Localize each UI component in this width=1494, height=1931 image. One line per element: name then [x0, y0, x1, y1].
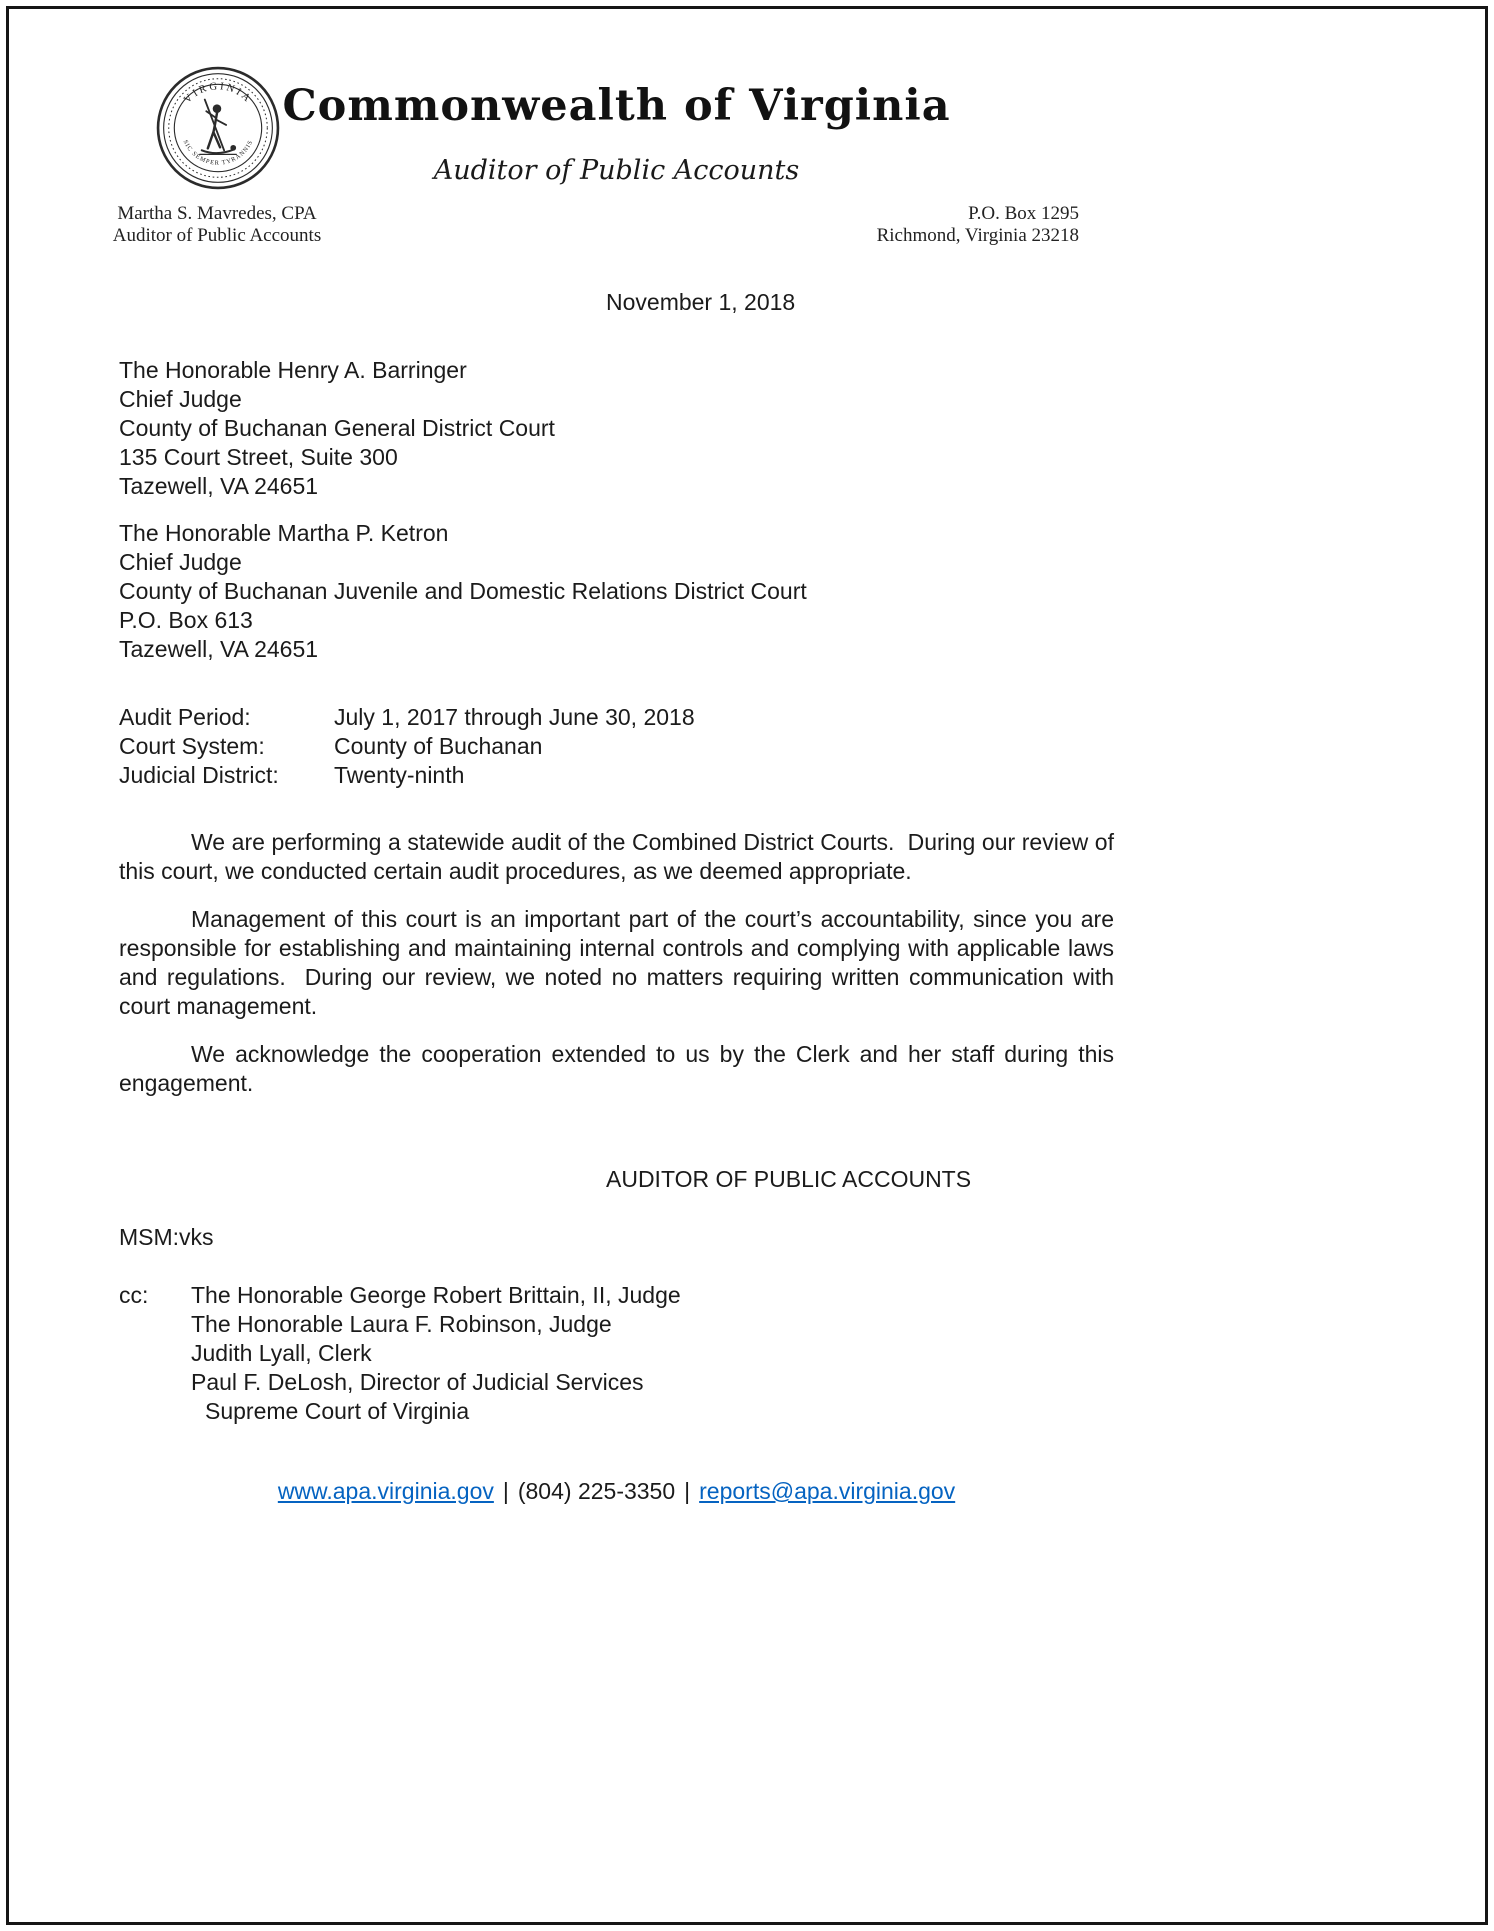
paragraph: Management of this court is an important part of the court’s accountability, since you are responsible for establishing and maintaining internal controls and complying with applicable laws and regulations. During our review, we noted no matters requiring written communication with court management. — [119, 906, 1121, 1019]
seal-top-text: VIRGINIA — [182, 81, 254, 106]
cc-label: cc: — [119, 1282, 149, 1308]
auditor-name: Martha S. Mavredes, CPA — [117, 203, 317, 224]
signature-org: AUDITOR OF PUBLIC ACCOUNTS — [606, 1166, 972, 1192]
cc-block — [119, 1281, 1114, 1426]
recipient-line: Chief Judge — [119, 386, 242, 412]
recipient-line: The Honorable Henry A. Barringer — [119, 357, 467, 383]
recipient-line: Tazewell, VA 24651 — [119, 636, 319, 662]
separator: | — [684, 1478, 691, 1504]
cc-sub-line: Supreme Court of Virginia — [205, 1398, 470, 1424]
recipient-line: The Honorable Martha P. Ketron — [119, 520, 449, 546]
reference-initials: MSM:vks — [119, 1224, 214, 1250]
recipient-line: County of Buchanan General District Court — [119, 415, 555, 441]
separator: | — [502, 1478, 509, 1504]
paragraph: We are performing a statewide audit of the Combined District Courts. During our review of this court, we conducted certain audit procedures, as we deemed appropriate. — [119, 829, 1121, 884]
office-po-box: P.O. Box 1295 — [968, 203, 1079, 224]
recipient-block-1 — [119, 356, 1114, 501]
detail-label: Audit Period: — [119, 704, 251, 730]
paragraph: We acknowledge the cooperation extended to us by the Clerk and her staff during this engagement. — [119, 1041, 1121, 1096]
auditor-title: Auditor of Public Accounts — [112, 225, 322, 246]
recipient-block-2 — [119, 519, 1114, 664]
detail-label: Court System: — [119, 733, 265, 759]
footer-contact-line — [119, 1477, 1114, 1506]
detail-value: July 1, 2017 through June 30, 2018 — [334, 704, 695, 730]
cc-line: The Honorable Laura F. Robinson, Judge — [191, 1311, 612, 1337]
cc-line: Judith Lyall, Clerk — [191, 1340, 372, 1366]
letter-date: November 1, 2018 — [606, 289, 796, 315]
detail-value: Twenty-ninth — [334, 762, 465, 788]
audit-details — [119, 703, 1114, 790]
office-city-state-zip: Richmond, Virginia 23218 — [876, 225, 1079, 246]
detail-label: Judicial District: — [119, 762, 279, 788]
website-link[interactable]: www.apa.virginia.gov — [277, 1478, 494, 1504]
email-link[interactable]: reports@apa.virginia.gov — [699, 1478, 956, 1504]
recipient-line: P.O. Box 613 — [119, 607, 253, 633]
detail-row-judicial-district — [119, 761, 1114, 790]
phone-number: (804) 225-3350 — [517, 1478, 676, 1504]
cc-line: Paul F. DeLosh, Director of Judicial Services — [191, 1369, 644, 1395]
letter-paragraphs — [119, 828, 1121, 1098]
letterhead-subtitle: Auditor of Public Accounts — [433, 155, 800, 186]
office-address-block — [767, 203, 1079, 247]
recipient-line: Chief Judge — [119, 549, 242, 575]
detail-row-court-system — [119, 732, 1114, 761]
letter-body — [119, 288, 1121, 1506]
cc-names — [191, 1281, 681, 1426]
recipient-line: County of Buchanan Juvenile and Domestic Relations District Court — [119, 578, 807, 604]
letterhead-title: Commonwealth of Virginia — [282, 81, 951, 131]
letter-page — [6, 6, 1488, 1925]
recipient-line: Tazewell, VA 24651 — [119, 473, 319, 499]
detail-value: County of Buchanan — [334, 733, 543, 759]
auditor-name-block — [93, 203, 341, 247]
seal-motto-text: SIC SEMPER TYRANNIS — [181, 138, 255, 167]
recipient-line: 135 Court Street, Suite 300 — [119, 444, 398, 470]
cc-line: The Honorable George Robert Brittain, II, Judge — [191, 1282, 681, 1308]
detail-row-audit-period — [119, 703, 1114, 732]
letterhead — [9, 9, 1485, 264]
